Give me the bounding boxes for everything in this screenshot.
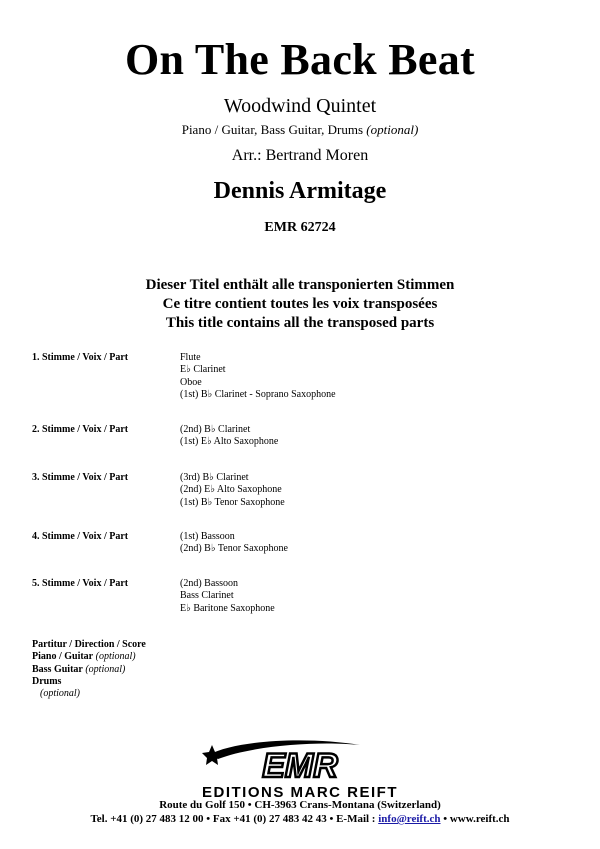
bass-guitar: Bass Guitar: [32, 663, 83, 675]
part: (2nd) B♭ Clarinet: [180, 424, 251, 435]
score-list: [32, 639, 146, 700]
contact-phone-fax: Tel. +41 (0) 27 483 12 00 • Fax +41 (0) 27 483 42 43 • E-Mail :: [90, 813, 379, 825]
part: (1st) E♭ Alto Saxophone: [180, 436, 279, 448]
part: E♭ Baritone Saxophone: [180, 602, 275, 614]
part: Flute: [180, 352, 201, 363]
part: (1st) B♭ Clarinet - Soprano Saxophone: [180, 388, 336, 400]
website: • www.reift.ch: [440, 813, 510, 825]
logo-publisher-name: EDITIONS MARC REIFT: [202, 784, 398, 800]
publisher-contact: [0, 813, 600, 825]
optional-note: (optional): [366, 122, 419, 137]
catalog-number: EMR 62724: [264, 220, 336, 235]
score-line: Partitur / Direction / Score: [32, 639, 146, 650]
voice-2-label: 2. Stimme / Voix / Part: [32, 424, 129, 435]
drums: Drums: [32, 675, 62, 687]
email-link[interactable]: info@reift.ch: [378, 813, 441, 825]
voice-1-label: 1. Stimme / Voix / Part: [32, 352, 129, 363]
voice-5-parts: [180, 578, 275, 615]
part: Bass Clarinet: [180, 590, 234, 602]
part: (2nd) B♭ Tenor Saxophone: [180, 543, 288, 555]
piano-guitar: Piano / Guitar: [32, 651, 94, 663]
instrumentation-text: Piano / Guitar, Bass Guitar, Drums: [181, 122, 364, 137]
part: (2nd) Bassoon: [180, 578, 239, 589]
part: Oboe: [180, 376, 202, 388]
part: (3rd) B♭ Clarinet: [180, 472, 249, 483]
instrumentation: [0, 122, 600, 138]
voice-5-label: 5. Stimme / Voix / Part: [32, 578, 129, 589]
optional-note: (optional): [95, 651, 136, 663]
voice-4-parts: [180, 531, 288, 556]
note-french: Ce titre contient toutes les voix transposées: [162, 296, 438, 312]
publisher-address: Route du Golf 150 • CH-3963 Crans-Montana (Switzerland): [159, 799, 441, 811]
note-german: Dieser Titel enthält alle transponierten Stimmen: [145, 277, 455, 293]
transposition-note: [0, 276, 600, 333]
arranger: Arr.: Bertrand Moren: [231, 147, 369, 164]
voice-2-parts: [180, 424, 278, 449]
voice-1-parts: [180, 352, 336, 401]
logo-emr-text: EMR: [262, 747, 338, 785]
voice-3-label: 3. Stimme / Voix / Part: [32, 472, 129, 483]
note-english: This title contains all the transposed parts: [165, 315, 435, 331]
page-title: On The Back Beat: [125, 35, 475, 84]
optional-note: (optional): [40, 688, 80, 700]
star-shape: [202, 745, 222, 765]
optional-note: (optional): [85, 663, 126, 675]
voice-3-parts: [180, 472, 285, 509]
part: (1st) Bassoon: [180, 531, 235, 542]
emr-logo: [160, 735, 440, 800]
subtitle: Woodwind Quintet: [223, 95, 377, 117]
composer: Dennis Armitage: [213, 178, 387, 204]
part: (1st) B♭ Tenor Saxophone: [180, 496, 285, 508]
voice-4-label: 4. Stimme / Voix / Part: [32, 531, 129, 542]
part: E♭ Clarinet: [180, 364, 226, 376]
part: (2nd) E♭ Alto Saxophone: [180, 484, 282, 496]
